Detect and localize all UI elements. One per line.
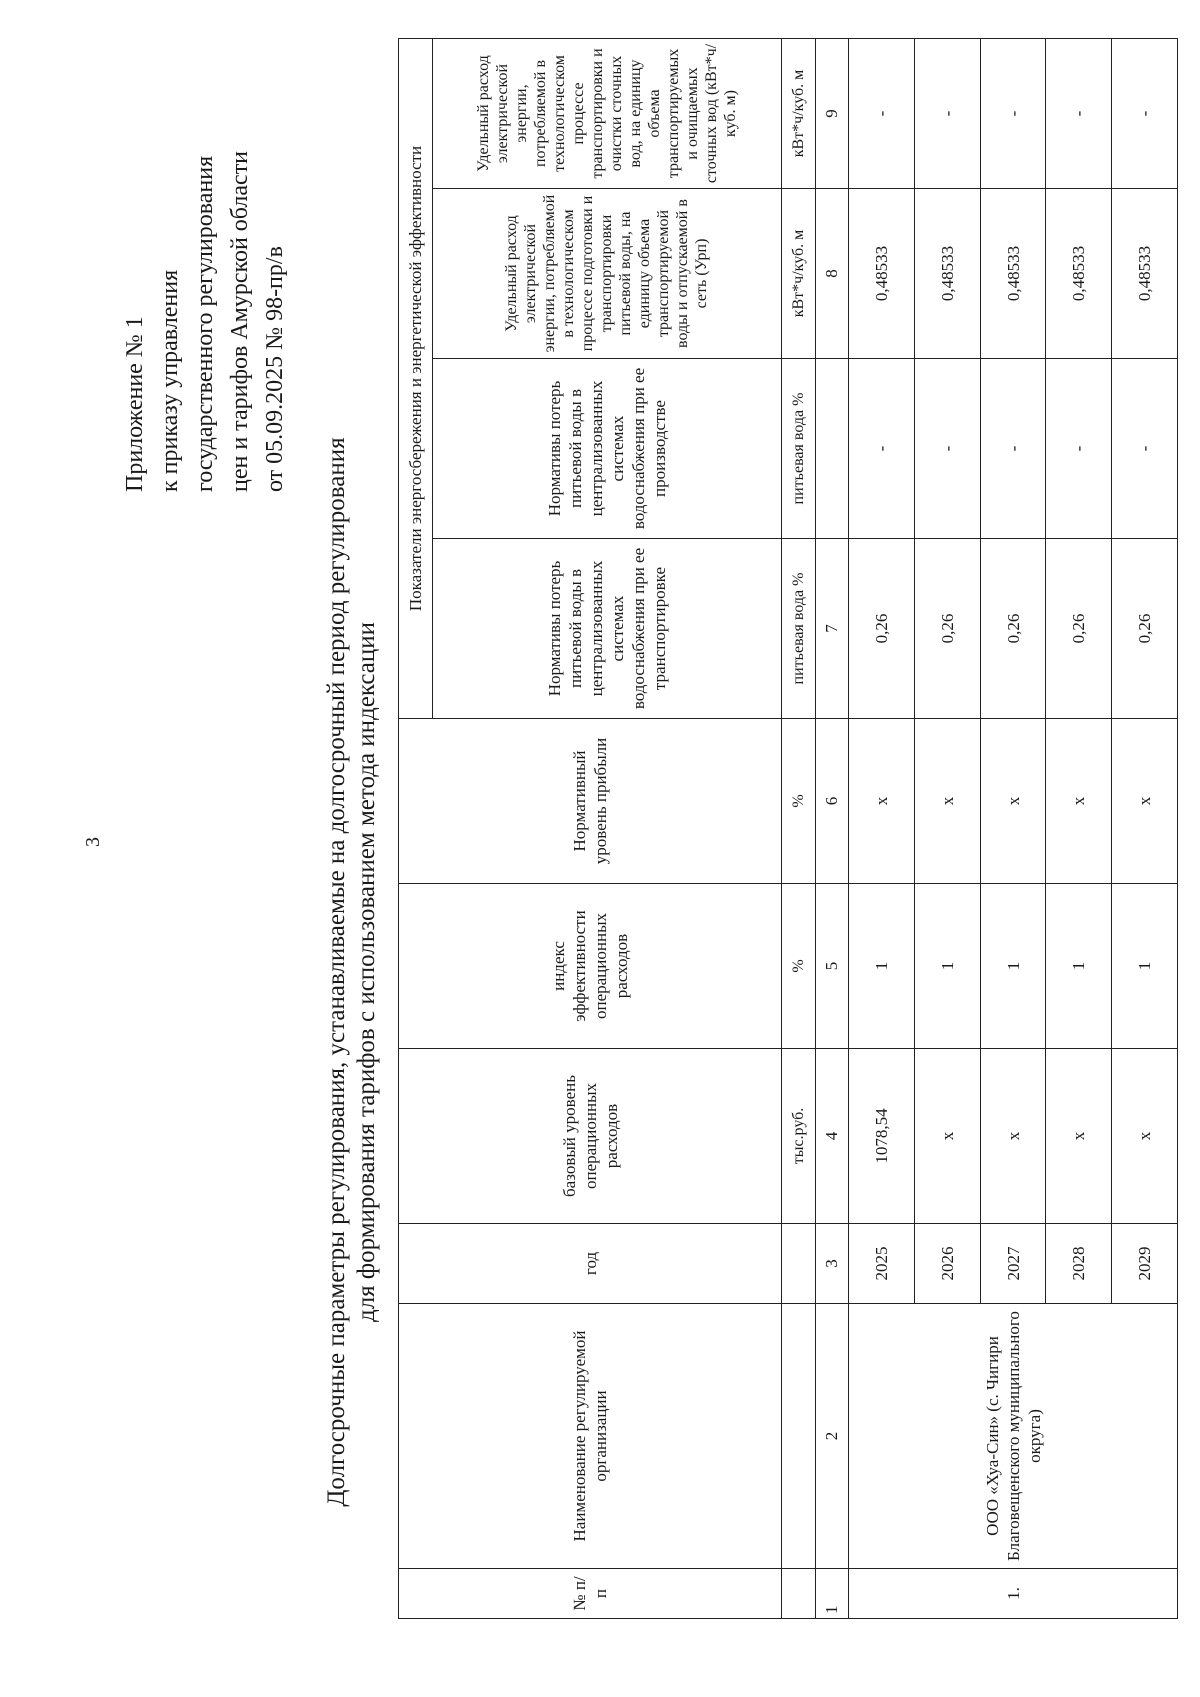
cell-elec-water: 0,48533 [914, 189, 980, 359]
header-energy-group: Показатели энергосбережения и энергетической эффективности [399, 38, 433, 718]
cell-elec-water: 0,48533 [849, 189, 915, 359]
units-profit: % [782, 719, 816, 884]
cell-elec-water: 0,48533 [1046, 189, 1112, 359]
units-index: % [782, 884, 816, 1049]
units-loss-production: питьевая вода % [782, 359, 816, 539]
cell-base-opex: x [980, 1049, 1046, 1224]
cell-elec-sewage: - [914, 38, 980, 188]
appendix-line: цен и тарифов Амурской области [227, 150, 253, 492]
document-title-line-2: для формирования тарифов с использованием метода индексации [353, 621, 380, 1323]
table-row [849, 38, 915, 1618]
cell-efficiency-index: 1 [1046, 884, 1112, 1049]
cell-loss-transport: 0,26 [980, 539, 1046, 719]
column-number: 3 [815, 1224, 849, 1304]
cell-efficiency-index: 1 [914, 884, 980, 1049]
cell-loss-transport: 0,26 [1112, 539, 1178, 719]
cell-year: 2028 [1046, 1224, 1112, 1304]
units-empty [782, 1304, 816, 1569]
appendix-line: государственного регулирования [192, 155, 218, 492]
units-base: тыс.руб. [782, 1049, 816, 1224]
cell-elec-sewage: - [1046, 38, 1112, 188]
column-number: 7 [815, 539, 849, 719]
appendix-line: от 05.09.2025 № 98-пр/в [262, 246, 288, 492]
header-num: № п/п [399, 1569, 782, 1619]
column-number: 5 [815, 884, 849, 1049]
regulation-parameters-table [398, 38, 1178, 1619]
page-number: 3 [82, 837, 104, 847]
appendix-line: Приложение № 1 [122, 316, 148, 492]
cell-base-opex: 1078,54 [849, 1049, 915, 1224]
cell-elec-sewage: - [1112, 38, 1178, 188]
cell-efficiency-index: 1 [1112, 884, 1178, 1049]
cell-elec-water: 0,48533 [1112, 189, 1178, 359]
column-number-empty [815, 359, 849, 539]
cell-profit-level: x [1046, 719, 1112, 884]
cell-elec-sewage: - [849, 38, 915, 188]
header-org-name: Наименование регулируемой организации [399, 1304, 782, 1569]
cell-loss-production: - [1112, 359, 1178, 539]
cell-year: 2025 [849, 1224, 915, 1304]
appendix-header [118, 32, 293, 492]
cell-profit-level: x [1112, 719, 1178, 884]
cell-year: 2029 [1112, 1224, 1178, 1304]
header-profit-level: Нормативный уровень прибыли [399, 719, 782, 884]
organization-name: ООО «Хуа-Син» (с. Чигири Благовещенского муниципального округа) [849, 1304, 1178, 1569]
cell-base-opex: x [914, 1049, 980, 1224]
header-elec-water: Удельный расход электрической энергии, потребляемой в технологическом процессе подготовки и транспортировки питьевой воды, на единицу объема транспортируемой воды и отпускаемой в сеть (Урп) [432, 189, 782, 359]
cell-loss-production: - [849, 359, 915, 539]
cell-profit-level: x [914, 719, 980, 884]
cell-elec-water: 0,48533 [980, 189, 1046, 359]
document-title-line-1: Долгосрочные параметры регулирования, устанавливаемые на долгосрочный период регулирования [323, 437, 350, 1507]
column-number: 4 [815, 1049, 849, 1224]
header-elec-sewage: Удельный расход электрической энергии, потребляемой в технологическом процессе транспортировки и очистки сточных вод, на единицу объема транспортируемых и очищаемых сточных вод (кВт*ч/куб. м) [432, 38, 782, 188]
header-loss-transport: Нормативы потерь питьевой воды в централизованных системах водоснабжения при ее транспортировке [432, 539, 782, 719]
appendix-line: к приказу управления [157, 269, 183, 492]
cell-loss-transport: 0,26 [914, 539, 980, 719]
cell-efficiency-index: 1 [849, 884, 915, 1049]
cell-efficiency-index: 1 [980, 884, 1046, 1049]
header-efficiency-index: индекс эффективности операционных расходов [399, 884, 782, 1049]
cell-profit-level: x [849, 719, 915, 884]
units-empty [782, 1569, 816, 1619]
units-elec-water: кВт*ч/куб. м [782, 189, 816, 359]
units-loss-transport: питьевая вода % [782, 539, 816, 719]
column-number: 9 [815, 38, 849, 188]
column-number: 8 [815, 189, 849, 359]
cell-base-opex: x [1046, 1049, 1112, 1224]
units-empty [782, 1224, 816, 1304]
cell-loss-production: - [980, 359, 1046, 539]
column-number: 2 [815, 1304, 849, 1569]
units-elec-sewage: кВт*ч/куб. м [782, 38, 816, 188]
cell-base-opex: x [1112, 1049, 1178, 1224]
header-year: год [399, 1224, 782, 1304]
cell-loss-production: - [1046, 359, 1112, 539]
row-number: 1. [849, 1569, 1178, 1619]
cell-year: 2026 [914, 1224, 980, 1304]
cell-profit-level: x [980, 719, 1046, 884]
document-title [322, 397, 382, 1547]
cell-loss-transport: 0,26 [1046, 539, 1112, 719]
cell-loss-production: - [914, 359, 980, 539]
header-loss-production: Нормативы потерь питьевой воды в централизованных системах водоснабжения при ее производстве [432, 359, 782, 539]
cell-loss-transport: 0,26 [849, 539, 915, 719]
column-number: 1 [815, 1569, 849, 1619]
cell-elec-sewage: - [980, 38, 1046, 188]
column-number: 6 [815, 719, 849, 884]
header-base-opex: базовый уровень операционных расходов [399, 1049, 782, 1224]
cell-year: 2027 [980, 1224, 1046, 1304]
